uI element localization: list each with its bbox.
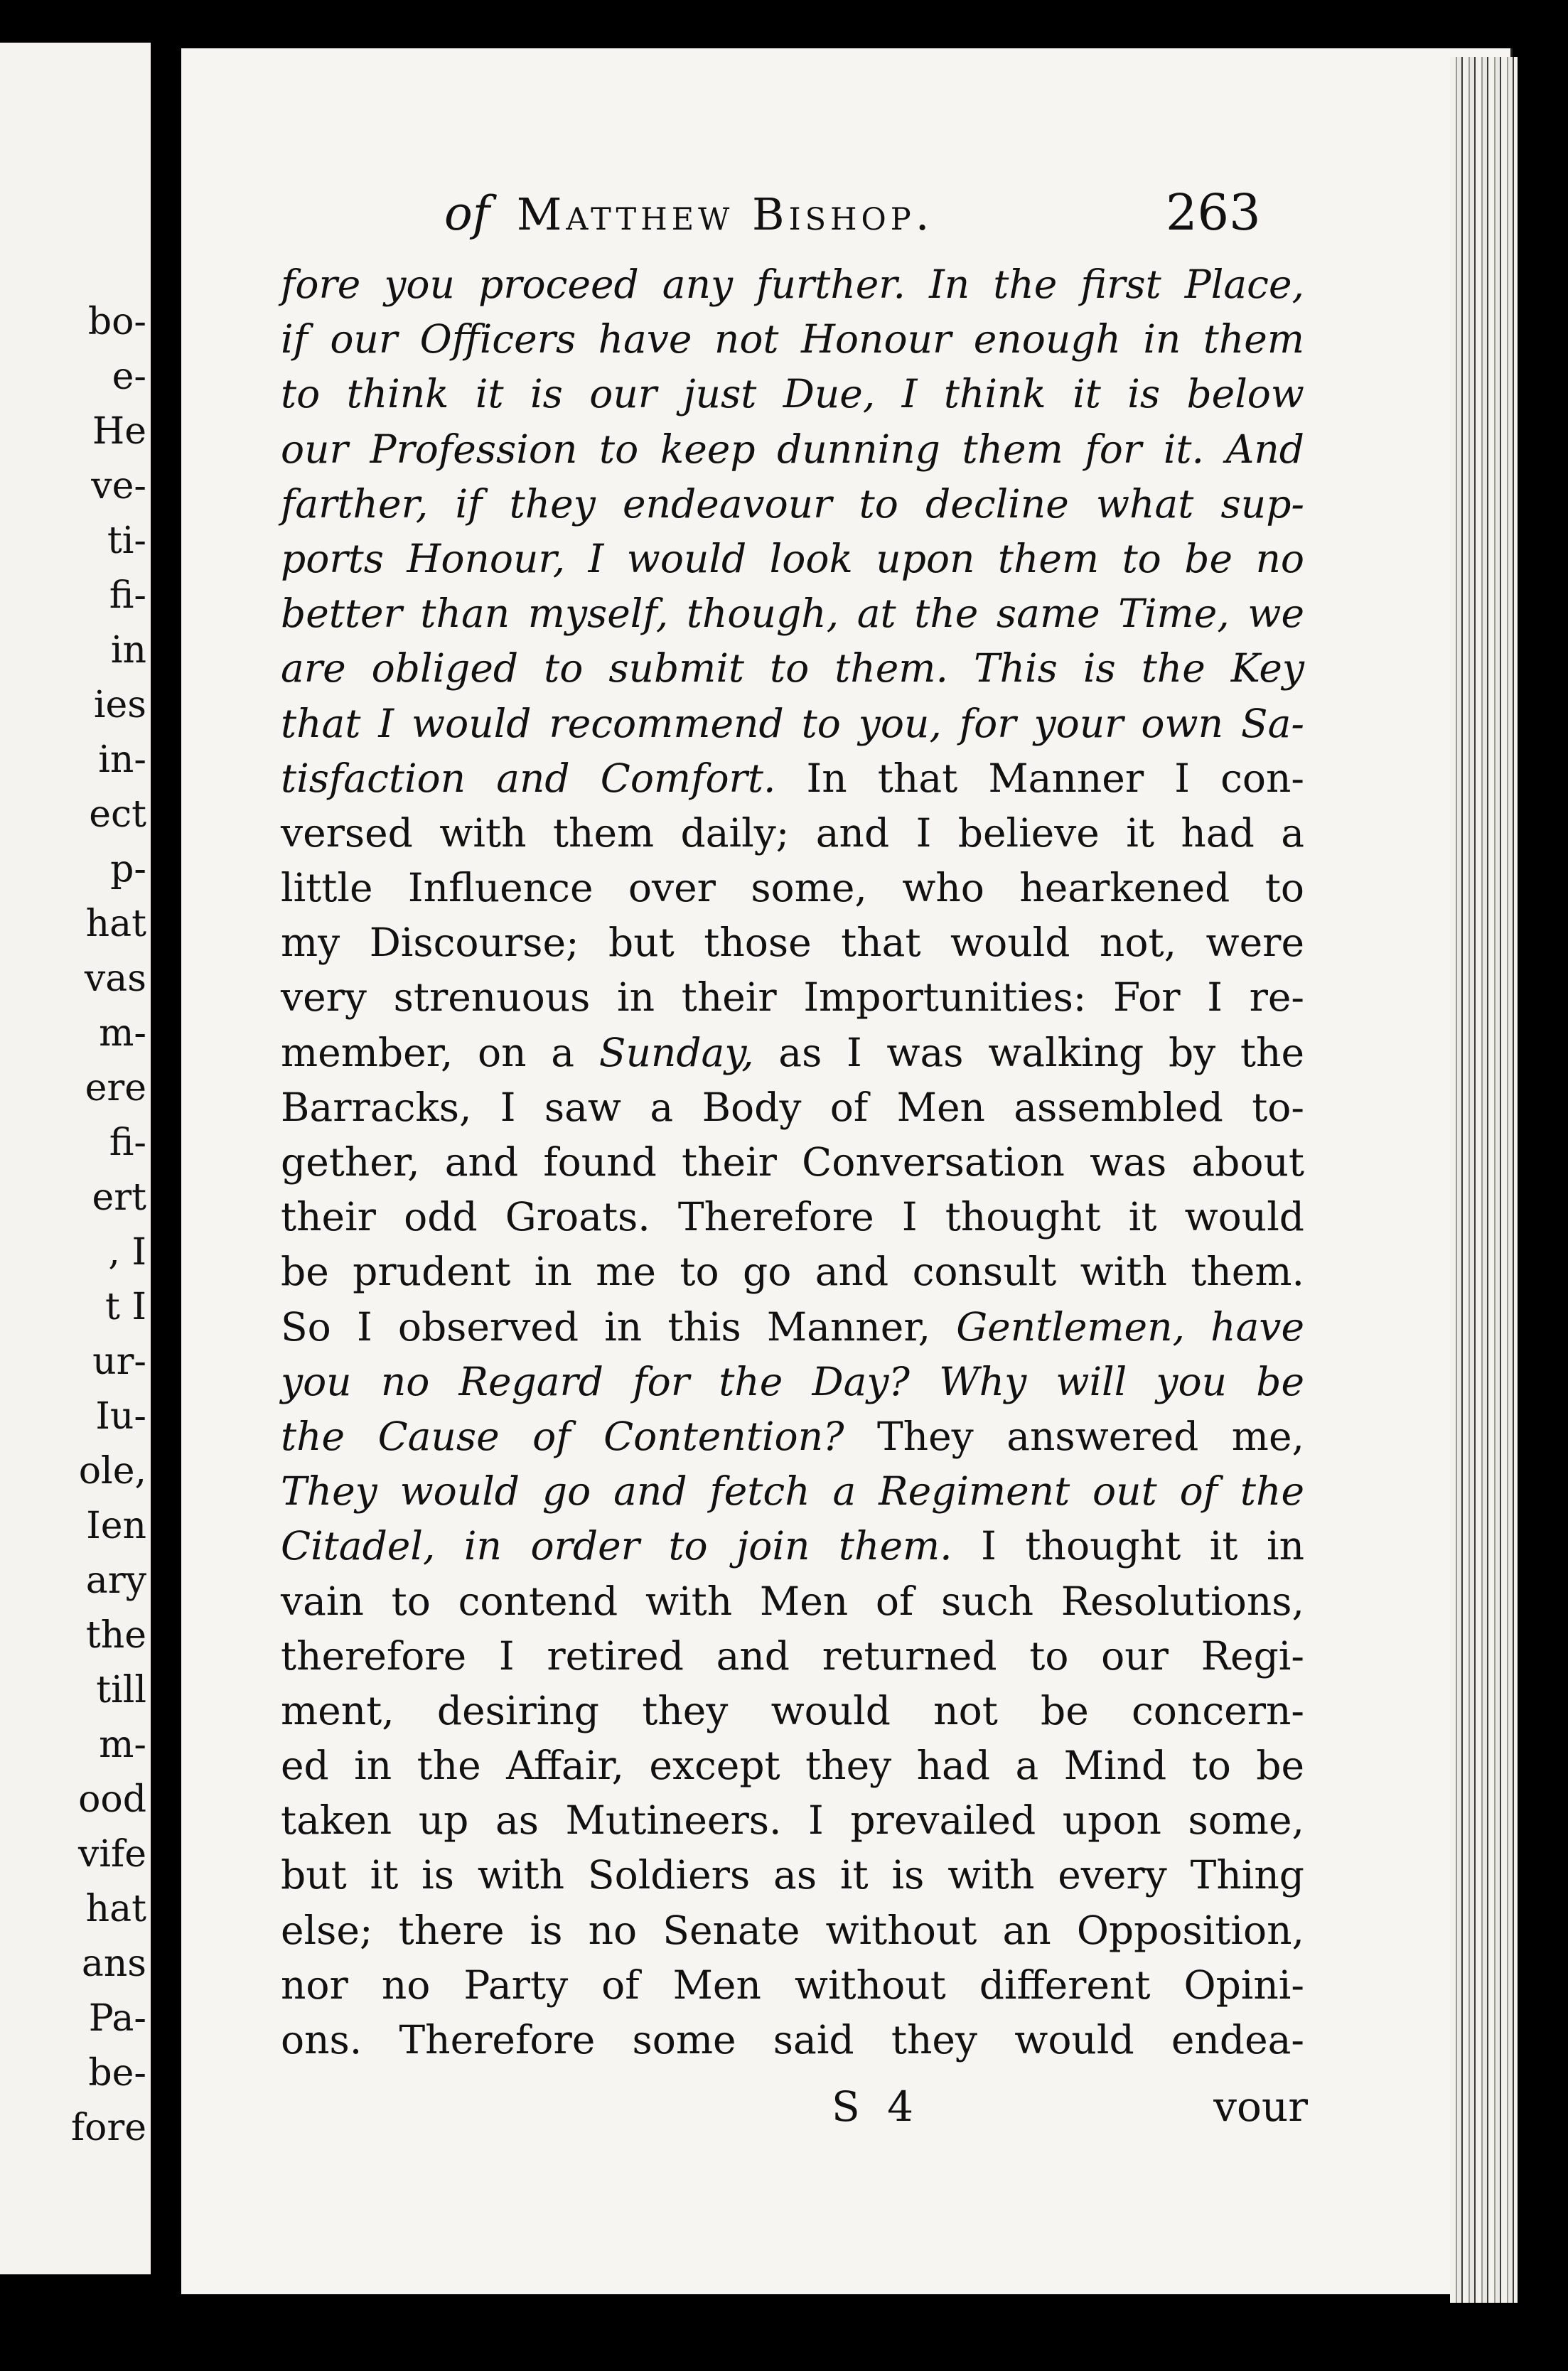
running-head-title: Matthew Bishop. xyxy=(516,188,934,240)
text-line: They would go and fetch a Regiment out of the xyxy=(281,1468,1304,1515)
roman-run: So I observed in this Manner, xyxy=(281,1303,957,1350)
italic-run: the Cause of Contention? xyxy=(281,1413,844,1459)
text-line: versed with them daily; and I believe it had a xyxy=(281,810,1304,856)
text-line: my Discourse; but those that would not, were xyxy=(281,920,1304,966)
facing-page xyxy=(0,43,158,2274)
running-head-prefix: of xyxy=(444,186,490,241)
facing-page-fragment: ti- xyxy=(107,520,146,562)
text-line: to think it is our just Due, I think it is below xyxy=(281,371,1304,417)
italic-run: Citadel, in order to join them. xyxy=(281,1523,952,1569)
signature-mark: S 4 xyxy=(832,2082,921,2131)
facing-page-fragment: ect xyxy=(89,793,146,836)
text-line xyxy=(281,1409,1304,1464)
roman-run: member, on a xyxy=(281,1029,599,1075)
text-line: nor no Party of Men without different Opini- xyxy=(281,1962,1304,2008)
facing-page-fragment: ole, xyxy=(78,1450,146,1493)
text-line: you no Regard for the Day? Why will you be xyxy=(281,1358,1304,1404)
facing-page-fragment: till xyxy=(96,1669,146,1711)
facing-page-fragment: hat xyxy=(85,903,146,945)
facing-page-fragment: ans xyxy=(81,1942,146,1985)
facing-page-fragment: ur- xyxy=(92,1340,146,1383)
page-number: 263 xyxy=(1166,183,1261,242)
italic-run: tisfaction and Comfort. xyxy=(281,755,776,801)
text-line: farther, if they endeavour to decline what sup- xyxy=(281,480,1304,527)
catchword: vour xyxy=(1213,2082,1308,2131)
page-footer xyxy=(281,2082,1308,2146)
text-line xyxy=(281,1026,1304,1080)
facing-page-fragment: be- xyxy=(88,2052,146,2095)
text-line: little Influence over some, who hearkened to xyxy=(281,865,1304,911)
page-edges xyxy=(1450,57,1518,2303)
facing-page-fragment: bo- xyxy=(87,301,146,343)
facing-page-fragment: fore xyxy=(70,2107,146,2149)
body-text xyxy=(281,257,1304,2068)
roman-run: I thought it in xyxy=(952,1523,1304,1569)
facing-page-fragment: fi- xyxy=(109,1122,146,1164)
facing-page-fragment: p- xyxy=(110,848,146,891)
facing-page-fragment: vife xyxy=(77,1833,146,1876)
facing-page-fragment: fi- xyxy=(109,574,146,617)
facing-page-fragment: ies xyxy=(93,684,146,726)
text-line: ports Honour, I would look upon them to be no xyxy=(281,535,1304,581)
text-line: taken up as Mutineers. I prevailed upon some, xyxy=(281,1797,1304,1844)
running-head xyxy=(444,186,1269,250)
text-line: their odd Groats. Therefore I thought it would xyxy=(281,1194,1304,1240)
facing-page-fragment: ary xyxy=(85,1559,146,1602)
facing-page-fragment: Pa- xyxy=(88,1997,146,2040)
facing-page-fragment: in xyxy=(110,629,146,672)
facing-page-fragment: hat xyxy=(85,1888,146,1930)
text-line: Barracks, I saw a Body of Men assembled to- xyxy=(281,1084,1304,1130)
facing-page-fragment: vas xyxy=(84,957,146,1000)
text-line: ons. Therefore some said they would endea- xyxy=(281,2017,1304,2063)
facing-page-fragment: in- xyxy=(98,738,146,781)
text-line: ed in the Affair, except they had a Mind to be xyxy=(281,1743,1304,1789)
roman-run: They answered me, xyxy=(844,1413,1304,1459)
text-line xyxy=(281,1519,1304,1574)
text-line xyxy=(281,751,1304,806)
facing-page-fragment: ood xyxy=(78,1778,146,1821)
text-line: better than myself, though, at the same Time, we xyxy=(281,591,1304,637)
text-line: very strenuous in their Importunities: For I re- xyxy=(281,974,1304,1021)
facing-page-fragment: the xyxy=(85,1614,146,1657)
text-line: our Profession to keep dunning them for it. And xyxy=(281,426,1304,472)
facing-page-fragment: Iu- xyxy=(95,1395,146,1438)
gutter xyxy=(151,0,185,2371)
facing-page-fragment: He xyxy=(92,410,146,453)
text-line: but it is with Soldiers as it is with every Thing xyxy=(281,1852,1304,1898)
facing-page-fragment: m- xyxy=(99,1012,146,1055)
text-line: vain to contend with Men of such Resolutions, xyxy=(281,1578,1304,1624)
text-line: that I would recommend to you, for your own Sa- xyxy=(281,700,1304,746)
facing-page-fragment: , I xyxy=(108,1231,146,1274)
facing-page-fragment: ere xyxy=(85,1067,146,1109)
text-line: else; there is no Senate without an Opposition, xyxy=(281,1907,1304,1953)
text-line: fore you proceed any further. In the first Place, xyxy=(281,262,1304,307)
text-line: are obliged to submit to them. This is the Key xyxy=(281,645,1304,692)
roman-run: as I was walking by the xyxy=(753,1029,1305,1075)
facing-page-fragment: m- xyxy=(99,1724,146,1766)
facing-page-fragment: t I xyxy=(105,1286,146,1328)
text-line: therefore I retired and returned to our Regi- xyxy=(281,1633,1304,1679)
text-line: ment, desiring they would not be concern- xyxy=(281,1687,1304,1733)
text-line: be prudent in me to go and consult with them. xyxy=(281,1249,1304,1295)
facing-page-fragment: ve- xyxy=(91,465,146,507)
facing-page-fragment: ert xyxy=(92,1176,146,1219)
text-line: gether, and found their Conversation was about xyxy=(281,1139,1304,1185)
text-line: if our Officers have not Honour enough in them xyxy=(281,316,1304,362)
text-line xyxy=(281,1300,1304,1355)
facing-page-line-fragments xyxy=(0,295,151,2156)
facing-page-fragment: e- xyxy=(112,355,146,398)
roman-run: In that Manner I con- xyxy=(775,755,1304,801)
facing-page-fragment: Ien xyxy=(86,1505,146,1547)
italic-run: Sunday, xyxy=(598,1029,754,1075)
italic-run: Gentlemen, have xyxy=(956,1303,1304,1350)
